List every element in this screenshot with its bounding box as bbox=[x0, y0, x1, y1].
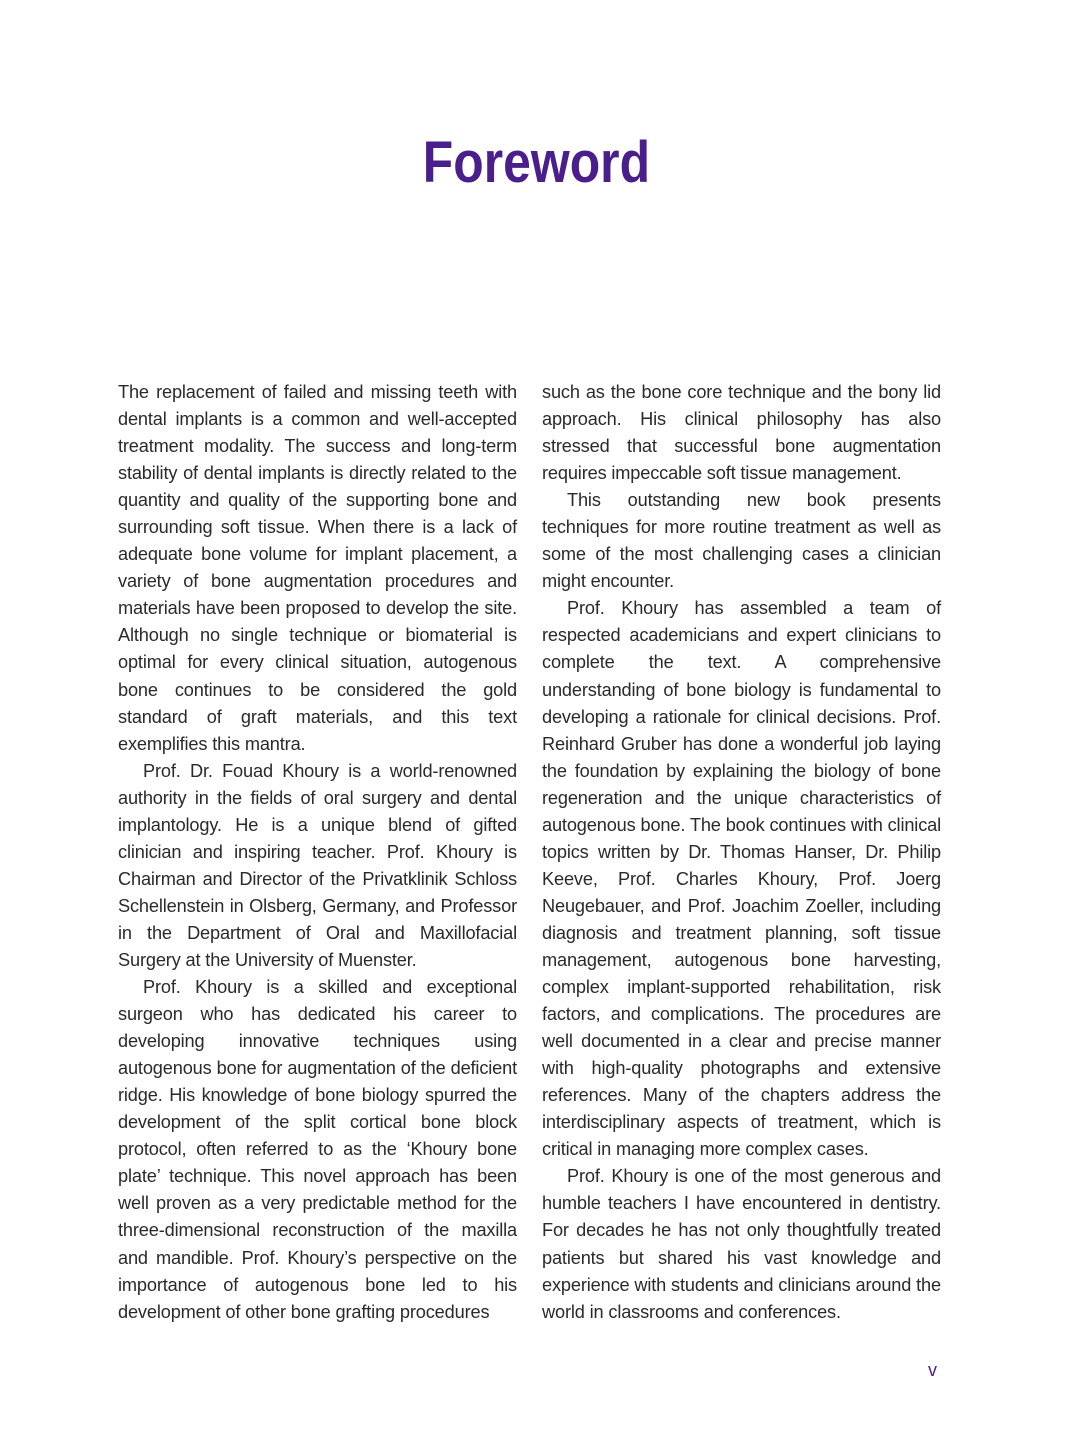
right-column bbox=[542, 379, 941, 1326]
paragraph: Prof. Khoury is a skilled and exceptional surgeon who has dedicated his career to developing innovative techniques using autogenous bone for augmentation of the deficient ridge. His knowledge of bone biology spurred the development of the split cortical bone block protocol, often referred to as the ‘Khoury bone plate’ technique. This novel approach has been well proven as a very predictable method for the three-dimensional reconstruction of the maxilla and mandible. Prof. Khoury’s perspective on the importance of autogenous bone led to his development of other bone grafting procedures bbox=[118, 977, 517, 1322]
paragraph: Prof. Khoury is one of the most generous and humble teachers I have encountered in dentistry. For decades he has not only thoughtfully treated patients but shared his vast knowledge and experience with students and clinicians around the world in classrooms and conferences. bbox=[542, 1166, 941, 1322]
paragraph: Prof. Khoury has assembled a team of respected academicians and expert clinicians to complete the text. A comprehensive understanding of bone biology is fundamental to developing a rationale for clinical decisions. Prof. Reinhard Gruber has done a wonderful job laying the foundation by explaining the biology of bone regeneration and the unique characteristics of autogenous bone. The book continues with clinical topics written by Dr. Thomas Hanser, Dr. Philip Keeve, Prof. Charles Khoury, Prof. Joerg Neugebauer, and Prof. Joachim Zoeller, including diagnosis and treatment planning, soft tissue management, autogenous bone harvesting, complex implant-supported rehabilitation, risk factors, and complications. The procedures are well documented in a clear and precise manner with high-quality photographs and extensive references. Many of the chapters address the interdisciplinary aspects of treatment, which is critical in managing more complex cases. bbox=[542, 598, 941, 1160]
paragraph: This outstanding new book presents techniques for more routine treatment as well as some of the most challenging cases a clinician might encounter. bbox=[542, 490, 941, 592]
paragraph: The replacement of failed and missing teeth with dental implants is a common and well-accepted treatment modality. The success and long-term stability of dental implants is directly related to the quantity and quality of the supporting bone and surrounding soft tissue. When there is a lack of adequate bone volume for implant placement, a variety of bone augmentation procedures and materials have been proposed to develop the site. Although no single technique or biomaterial is optimal for every clinical situation, autogenous bone continues to be considered the gold standard of graft materials, and this text exemplifies this mantra. bbox=[118, 382, 517, 754]
paragraph: such as the bone core technique and the bony lid approach. His clinical philosophy has also stressed that successful bone augmentation requires impeccable soft tissue management. bbox=[542, 382, 941, 484]
paragraph: Prof. Dr. Fouad Khoury is a world-renowned authority in the fields of oral surgery and dental implantology. He is a unique blend of gifted clinician and inspiring teacher. Prof. Khoury is Chairman and Director of the Privatklinik Schloss Schellenstein in Olsberg, Germany, and Professor in the Department of Oral and Maxillofacial Surgery at the University of Muenster. bbox=[118, 760, 517, 970]
page-title: Foreword bbox=[422, 130, 651, 195]
left-column bbox=[118, 379, 517, 1326]
page-number: v bbox=[928, 1360, 937, 1380]
